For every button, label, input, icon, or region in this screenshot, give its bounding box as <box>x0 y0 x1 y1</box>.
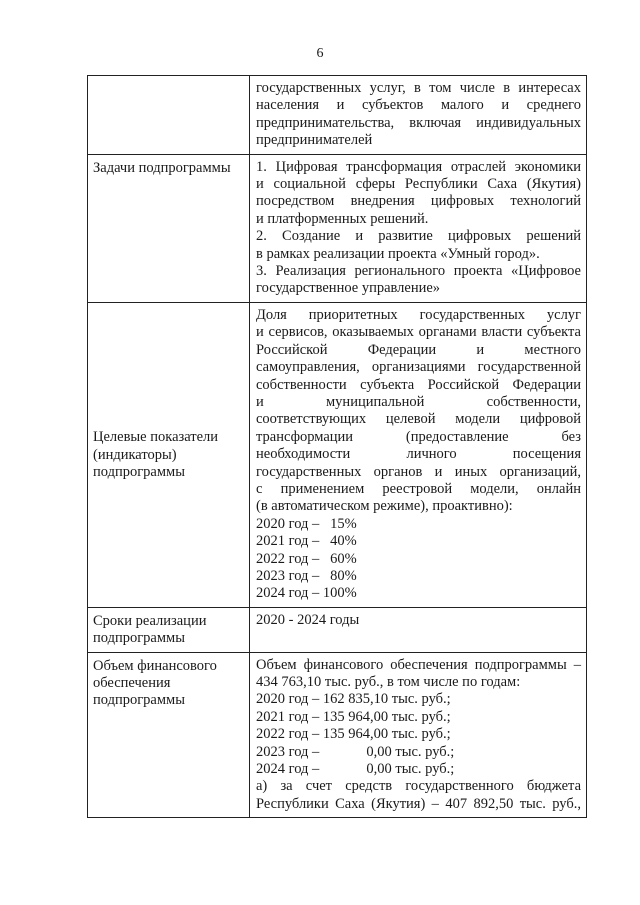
content-line: Российской Федерации и местного <box>256 341 581 358</box>
content-line: 2022 год – 60% <box>256 550 357 567</box>
content-line: и муниципальной собственности, <box>256 393 581 410</box>
content-line: Объем финансового обеспечения подпрограммы – <box>256 656 581 673</box>
content-line: самоуправления, организациями государственной <box>256 359 581 376</box>
content-line: 2. Создание и развитие цифровых решений <box>256 228 581 245</box>
content-line: а) за счет средств государственного бюджета <box>256 778 581 795</box>
content-line: собственности субъекта Российской Федерации <box>256 376 581 393</box>
content-line: и платформенных решений. <box>256 210 429 227</box>
content-line: Республики Саха (Якутия) – 407 892,50 тыс. руб., <box>256 795 581 812</box>
content-line: 2021 год – 40% <box>256 533 357 550</box>
content-line: соответствующих целевой модели цифровой <box>256 411 581 428</box>
content-line: и сервисов, оказываемых органами власти субъекта <box>256 324 581 341</box>
content-line: государственных органов и иных организаций, <box>256 463 581 480</box>
content-line: посредством внедрения цифровых технологий <box>256 193 581 210</box>
content-line: 2020 год – 15% <box>256 515 357 532</box>
row-label: Задачи подпрограммы <box>88 154 250 302</box>
content-line: 2023 год – 0,00 тыс. руб.; <box>256 743 455 760</box>
content-line: государственных услуг, в том числе в интересах <box>256 80 581 96</box>
content-line: Доля приоритетных государственных услуг <box>256 306 581 323</box>
content-line: государственное управление» <box>256 280 441 297</box>
table-row <box>88 154 587 302</box>
content-line: 2020 год – 162 835,10 тыс. руб.; <box>256 691 451 708</box>
content-line: 2020 - 2024 годы <box>256 611 360 628</box>
content-line: 2023 год – 80% <box>256 567 357 584</box>
row-content <box>250 607 587 652</box>
content-line: 2024 год – 0,00 тыс. руб.; <box>256 761 455 778</box>
content-line: 434 763,10 тыс. руб., в том числе по годам: <box>256 674 521 690</box>
row-label: Целевые показатели (индикаторы) подпрограммы <box>88 302 250 607</box>
content-line: населения и субъектов малого и среднего <box>256 97 581 114</box>
content-line: и социальной сферы Республики Саха (Якутия) <box>256 176 581 193</box>
content-line: предпринимательства, включая индивидуальных <box>256 114 581 131</box>
content-line: 1. Цифровая трансформация отраслей экономики <box>256 158 581 175</box>
row-content <box>250 652 587 818</box>
content-line: 3. Реализация регионального проекта «Цифровое <box>256 263 581 280</box>
table-row <box>88 302 587 607</box>
content-line: в рамках реализации проекта «Умный город». <box>256 245 540 262</box>
table-row <box>88 652 587 818</box>
row-label: Объем финансового обеспечения подпрограммы <box>88 652 250 818</box>
row-content <box>250 302 587 607</box>
content-line: необходимости личного посещения <box>256 446 581 463</box>
subprogram-passport-table <box>87 75 587 818</box>
content-line: 2024 год – 100% <box>256 585 357 602</box>
row-content <box>250 154 587 302</box>
content-line: предпринимателей <box>256 132 373 149</box>
page-number: 6 <box>316 46 324 61</box>
content-line: (в автоматическом режиме), проактивно): <box>256 498 513 515</box>
row-label <box>88 76 250 155</box>
content-line: трансформации (предоставление без <box>256 428 581 445</box>
content-line: с применением реестровой модели, онлайн <box>256 480 581 497</box>
content-line: 2022 год – 135 964,00 тыс. руб.; <box>256 726 451 743</box>
row-label: Сроки реализации подпрограммы <box>88 607 250 652</box>
table-row <box>88 76 587 155</box>
row-content <box>250 76 587 155</box>
content-line: 2021 год – 135 964,00 тыс. руб.; <box>256 708 451 725</box>
table-row <box>88 607 587 652</box>
